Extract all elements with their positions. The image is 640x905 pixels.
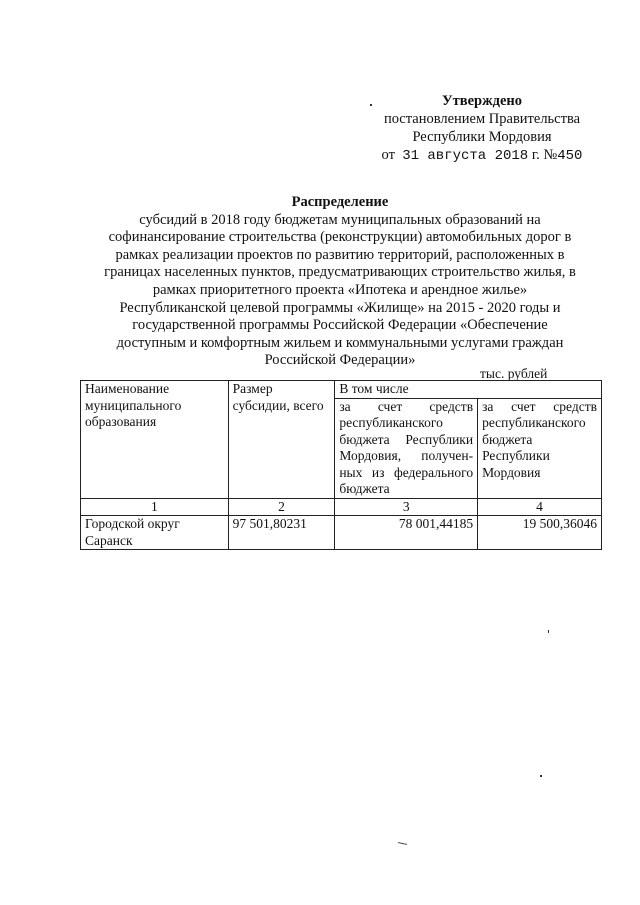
date-suffix: г. №	[531, 147, 558, 163]
number-handwritten: 450	[557, 148, 583, 164]
title-line: Республиканской целевой программы «Жилище» на 2015 - 2020 годы и	[119, 299, 561, 316]
title-line: границах населенных пунктов, предусматривающих строительство жилья, в	[104, 264, 576, 281]
column-number: 2	[228, 498, 335, 516]
date-handwritten: 31 августа 2018	[402, 148, 529, 164]
table-row	[81, 516, 602, 550]
title-line: софинансирование строительства (реконструкции) автомобильных дорог в	[108, 229, 572, 246]
header-text: образования	[85, 414, 157, 429]
approval-line-2: постановлением Правительства	[383, 111, 581, 127]
column-number: 4	[478, 498, 602, 516]
document-title	[90, 194, 590, 370]
title-line: рамках приоритетного проекта «Ипотека и арендное жилье»	[152, 281, 528, 298]
header-text: бюджета	[339, 481, 390, 496]
scan-speck	[540, 775, 542, 777]
subsidy-table	[80, 380, 602, 550]
col3-header	[335, 398, 478, 498]
header-text: республиканского	[482, 415, 586, 430]
header-row-1	[81, 381, 602, 399]
approval-title: Утверждено	[442, 93, 522, 109]
header-text: Мордовия, получен-	[339, 448, 474, 463]
header-text: бюджета Республики	[339, 431, 474, 447]
total-cell: 97 501,80231	[228, 516, 335, 550]
col4-header	[478, 398, 602, 498]
header-text: Республики	[482, 448, 550, 463]
scan-speck	[548, 630, 549, 633]
title-line: государственной программы Российской Федерации «Обеспечение	[132, 317, 548, 334]
header-text: республиканского	[339, 415, 443, 430]
title-line: рамках реализации проектов по развитию территорий, расположенных в	[115, 246, 565, 263]
approval-block	[362, 92, 602, 165]
municipality-cell	[81, 516, 229, 550]
republican-cell: 19 500,36046	[478, 516, 602, 550]
scan-speck	[370, 104, 372, 106]
municipality-name: Городской округ	[85, 516, 180, 531]
header-text: муниципального	[85, 397, 182, 413]
title-line: субсидий в 2018 году бюджетам муниципальных образований на	[139, 211, 541, 228]
header-text: за счет средств	[339, 398, 474, 414]
column-number: 1	[81, 498, 229, 516]
header-text: бюджета	[482, 431, 533, 447]
title-line: доступным и комфортным жильем и коммунальными услугами граждан	[116, 334, 564, 351]
unit-label: тыс. рублей	[480, 366, 548, 381]
header-text: Наименование	[85, 381, 170, 396]
header-text: за счет средств	[482, 398, 597, 414]
header-text: субсидии, всего	[232, 397, 324, 413]
title-line: Российской Федерации»	[264, 352, 416, 369]
title-heading: Распределение	[291, 194, 389, 210]
column-number: 3	[335, 498, 478, 516]
date-prefix: от	[381, 147, 395, 163]
federal-cell: 78 001,44185	[335, 516, 478, 550]
header-text: Размер	[232, 381, 273, 396]
header-text: Мордовия	[482, 464, 541, 480]
col2-header	[228, 381, 335, 499]
number-row	[81, 498, 602, 516]
approval-date	[362, 146, 602, 165]
municipality-name: Саранск	[85, 532, 133, 548]
scan-speck	[398, 842, 407, 845]
header-text: ных из федерального	[339, 464, 474, 480]
group-header: В том числе	[335, 381, 602, 399]
col1-header	[81, 381, 229, 499]
approval-line-3: Республики Мордовия	[412, 129, 552, 145]
